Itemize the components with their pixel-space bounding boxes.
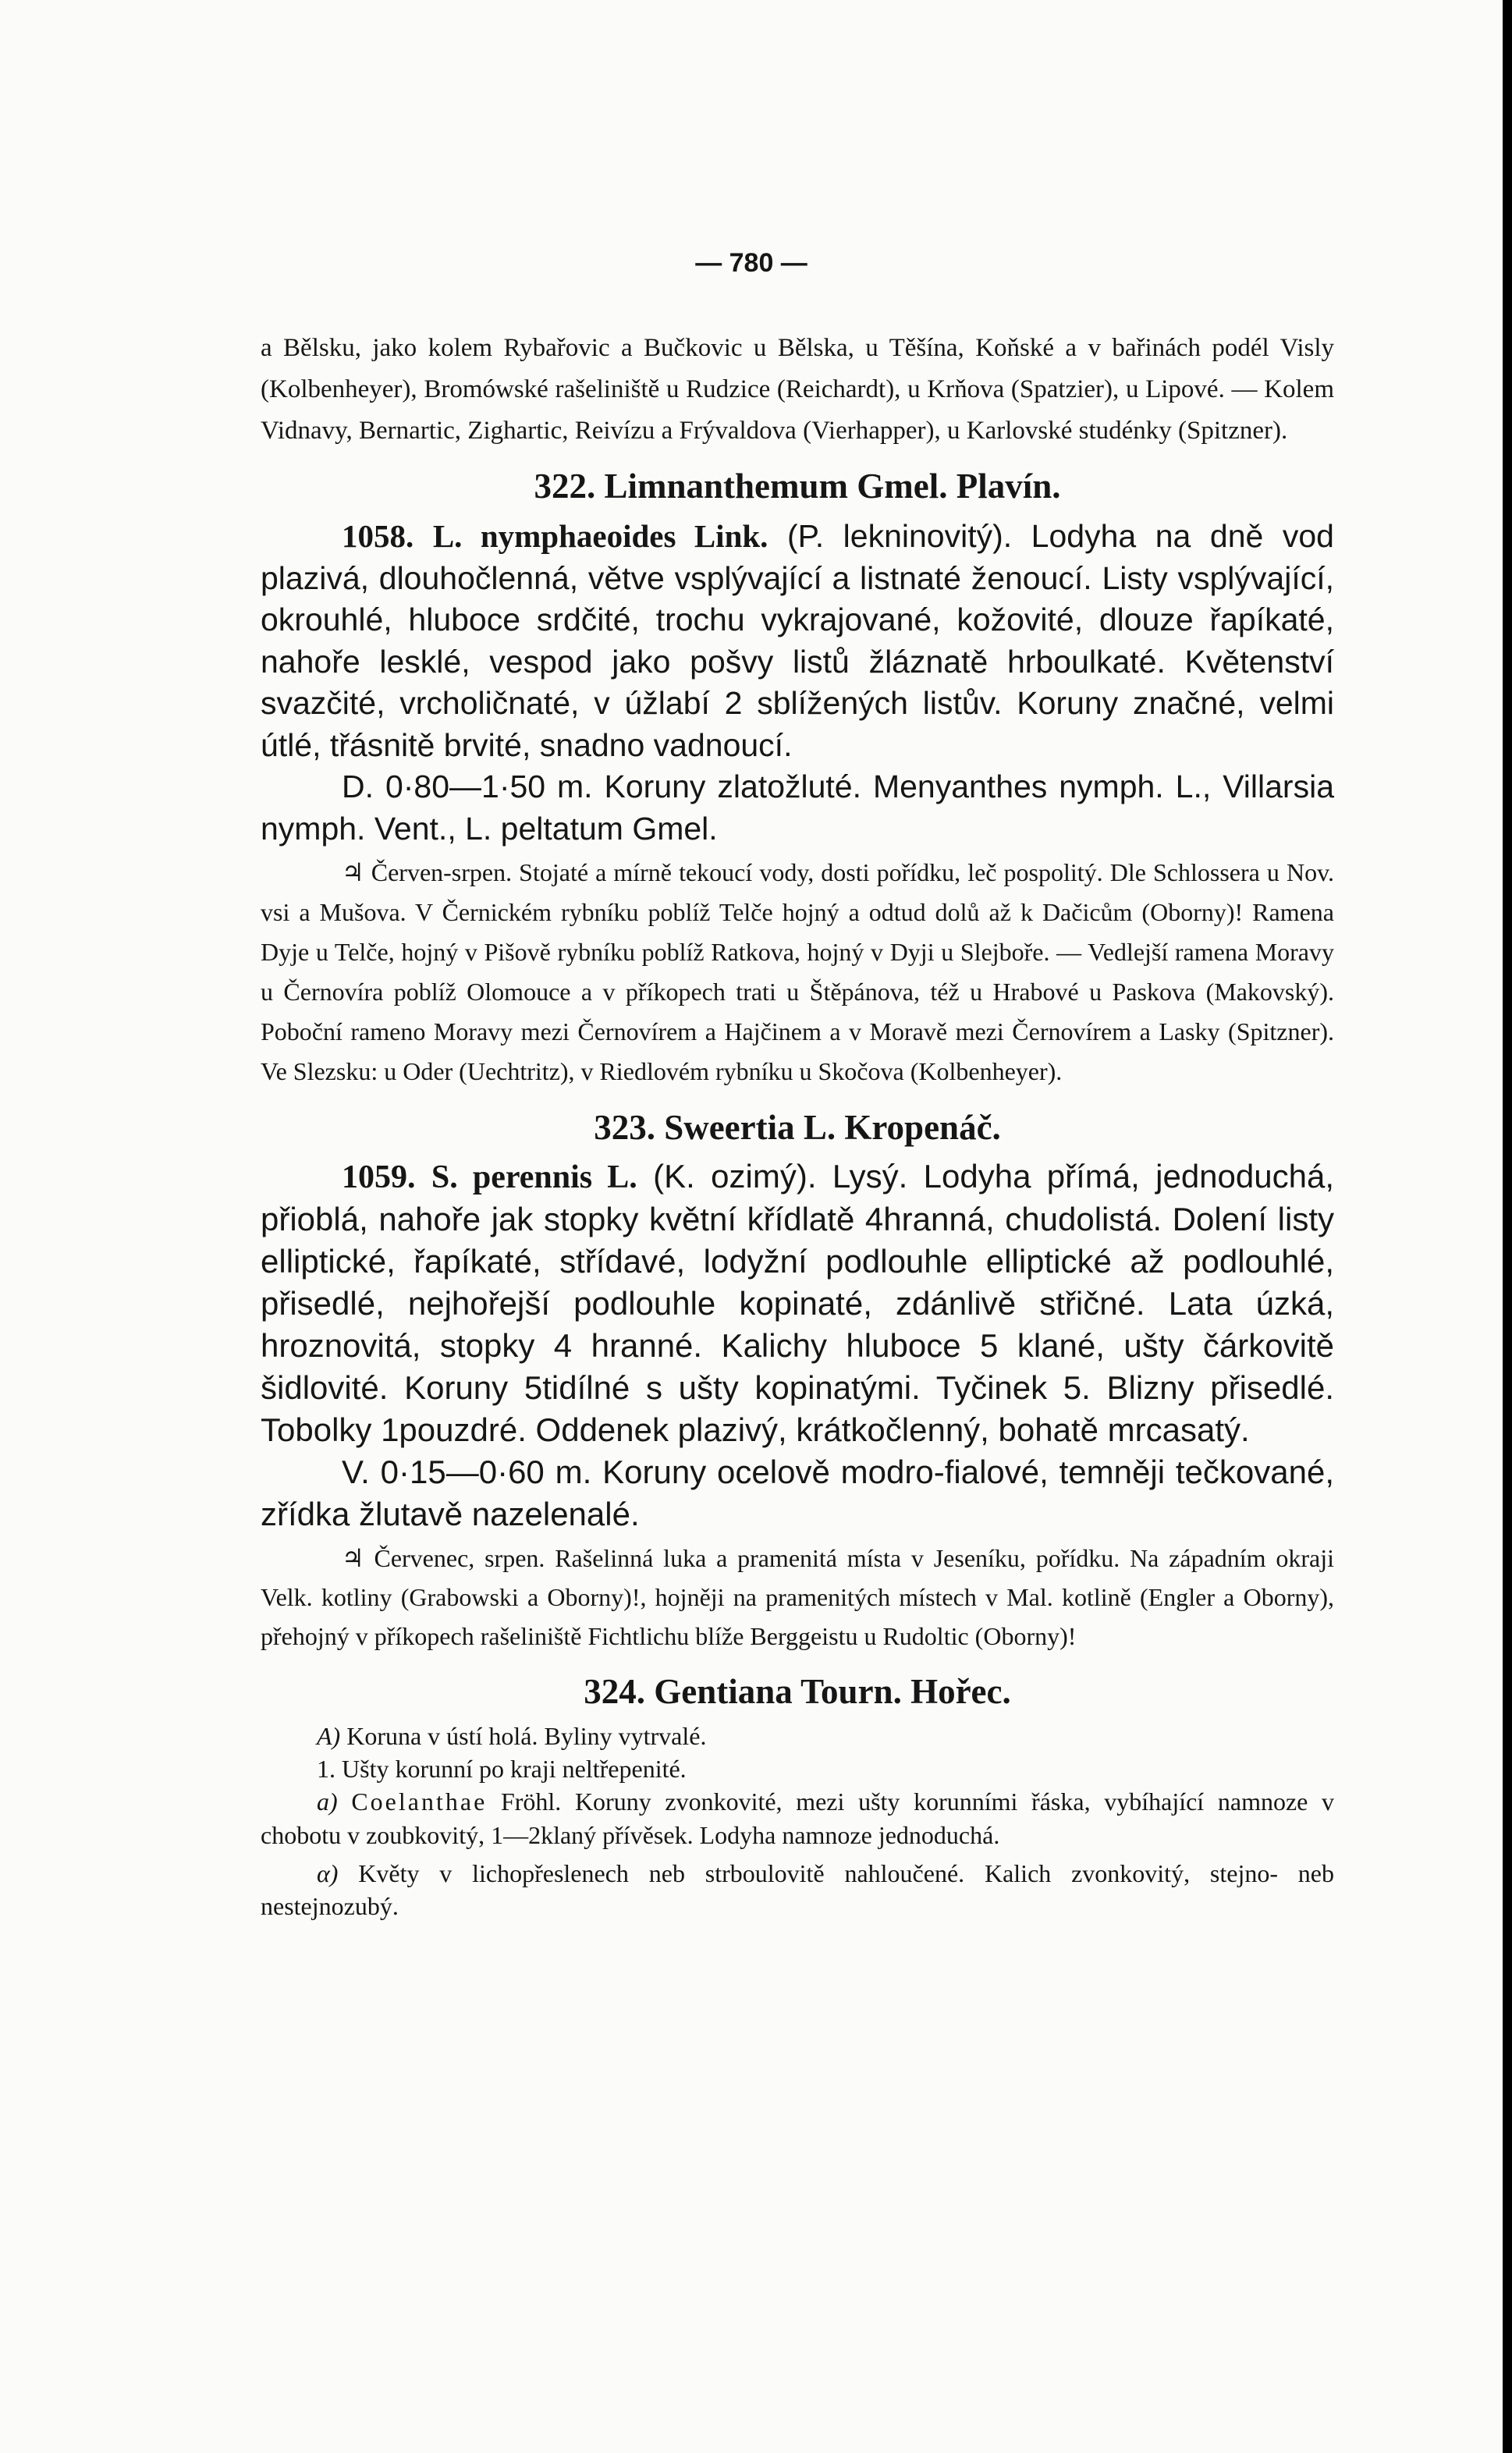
genus-322-heading: 322. Limnanthemum Gmel. Plavín. xyxy=(534,467,1061,506)
key-alpha xyxy=(261,1857,1334,1922)
genus-324-heading: 324. Gentiana Tourn. Hořec. xyxy=(584,1672,1011,1711)
key-1 xyxy=(261,1752,1334,1785)
species-1059-name: S. perennis L. xyxy=(431,1159,637,1195)
species-1058-dimensions: D. 0·80—1·50 m. Koruny zlatožluté. Menyanthes nymph. L., Villarsia nymph. Vent., L. peltatum Gmel. xyxy=(261,769,1334,847)
species-1058-paragraph xyxy=(261,516,1334,766)
key-A-label: A) xyxy=(317,1722,341,1750)
key-1-label: 1. xyxy=(317,1755,335,1783)
species-1058-description: (P. lekninovitý). Lodyha na dně vod plazivá, dlouhočlenná, větve vsplývající a listnaté ženoucí. Listy vsplývající, okrouhlé, hluboce srdčité, trochu vykrajované, kožovité, dlouze řapíkaté, nahoře lesklé, vespod jako pošvy listů žláznatě hrboulkaté. Květenství svazčité, vrcholičnaté, v úžlabí 2 sblížených listův. Koruny značné, velmi útlé, třásnitě brvité, snadno vadnoucí. xyxy=(261,518,1334,763)
key-a-group: Coelanthae xyxy=(351,1787,488,1816)
species-1058-name: L. nymphaeoides Link. xyxy=(432,518,768,554)
species-1059-locality: ♃ Červenec, srpen. Rašelinná luka a pramenitá místa v Jeseníku, pořídku. Na západním okraji Velk. kotliny (Grabowski a Oborny)!, hojněji na pramenitých místech v Mal. kotlině (Engler a Oborny), přehojný v příkopech rašeliniště Fichtlichu blíže Berggeistu u Rudoltic (Oborny)! xyxy=(261,1544,1334,1650)
key-a-label: a) xyxy=(317,1787,338,1816)
species-1059-number: 1059. xyxy=(342,1159,416,1195)
identification-key xyxy=(261,1720,1334,1922)
key-A-text: Koruna v ústí holá. Byliny vytrvalé. xyxy=(346,1722,707,1750)
key-a-text: Fröhl. Koruny zvonkovité, mezi ušty korunními řáska, vybíhající namnoze v chobotu v zoubkovitý, 1—2klaný přívěsek. Lodyha namnoze jednoduchá. xyxy=(261,1787,1335,1849)
key-1-text: Ušty korunní po kraji neltřepenité. xyxy=(342,1755,687,1783)
text-column xyxy=(261,328,1334,1922)
scan-edge xyxy=(1503,0,1512,2453)
species-1058-number: 1058. xyxy=(342,518,414,554)
key-a xyxy=(261,1785,1334,1852)
key-A xyxy=(261,1720,1334,1752)
species-1058-locality: ♃ Červen-srpen. Stojaté a mírně tekoucí vody, dosti pořídku, leč pospolitý. Dle Schlossera u Nov. vsi a Mušova. V Černickém rybníku poblíž Telče hojný a odtud dolů až k Dačicům (Oborny)! Ramena Dyje u Telče, hojný v Pišově rybníku poblíž Ratkova, hojný v Dyji u Slejboře. — Vedlejší ramena Moravy u Černovíra poblíž Olomouce a v příkopech trati u Štěpánova, též u Hrabové u Paskova (Makovský). Poboční rameno Moravy mezi Černovírem a Hajčinem a v Moravě mezi Černovírem a Lasky (Spitzner). Ve Slezsku: u Oder (Uechtritz), v Riedlovém rybníku u Skočova (Kolbenheyer). xyxy=(261,858,1334,1085)
intro-paragraph: a Bělsku, jako kolem Rybařovic a Bučkovic u Bělska, u Těšína, Koňské a v bařinách podél Visly (Kolbenheyer), Bromówské rašeliniště u Rudzice (Reichardt), u Krňova (Spatzier), u Lipové. — Kolem Vidnavy, Bernartic, Zighartic, Reivízu a Frývaldova (Vierhapper), u Karlovské studénky (Spitzner). xyxy=(261,334,1334,445)
genus-323-heading: 323. Sweertia L. Kropenáč. xyxy=(594,1108,1001,1147)
key-alpha-text: Květy v lichopřeslenech neb strboulovitě nahloučené. Kalich zvonkovitý, stejno- neb nestejnozubý. xyxy=(261,1859,1335,1920)
species-1059-description: (K. ozimý). Lysý. Lodyha přímá, jednoduchá, přioblá, nahoře jak stopky květní křídlatě 4hranná, chudolistá. Dolení listy elliptické, řapíkaté, střídavé, lodyžní podlouhle elliptické až podlouhlé, přisedlé, nejhořejší podlouhle kopinaté, zdánlivě střičné. Lata úzká, hroznovitá, stopky 4 hranné. Kalichy hluboce 5 klané, ušty čárkovitě šidlovité. Koruny 5tidílné s ušty kopinatými. Tyčinek 5. Blizny přisedlé. Tobolky 1pouzdré. Oddenek plazivý, krátkočlenný, bohatě mrcasatý. xyxy=(261,1158,1334,1448)
species-1059-paragraph xyxy=(261,1156,1334,1451)
page-number: — 780 — xyxy=(695,248,807,278)
species-1059-dimensions: V. 0·15—0·60 m. Koruny ocelově modro-fialové, temněji tečkované, zřídka žlutavě nazelenalé. xyxy=(261,1454,1334,1532)
key-alpha-label: α) xyxy=(317,1859,339,1887)
